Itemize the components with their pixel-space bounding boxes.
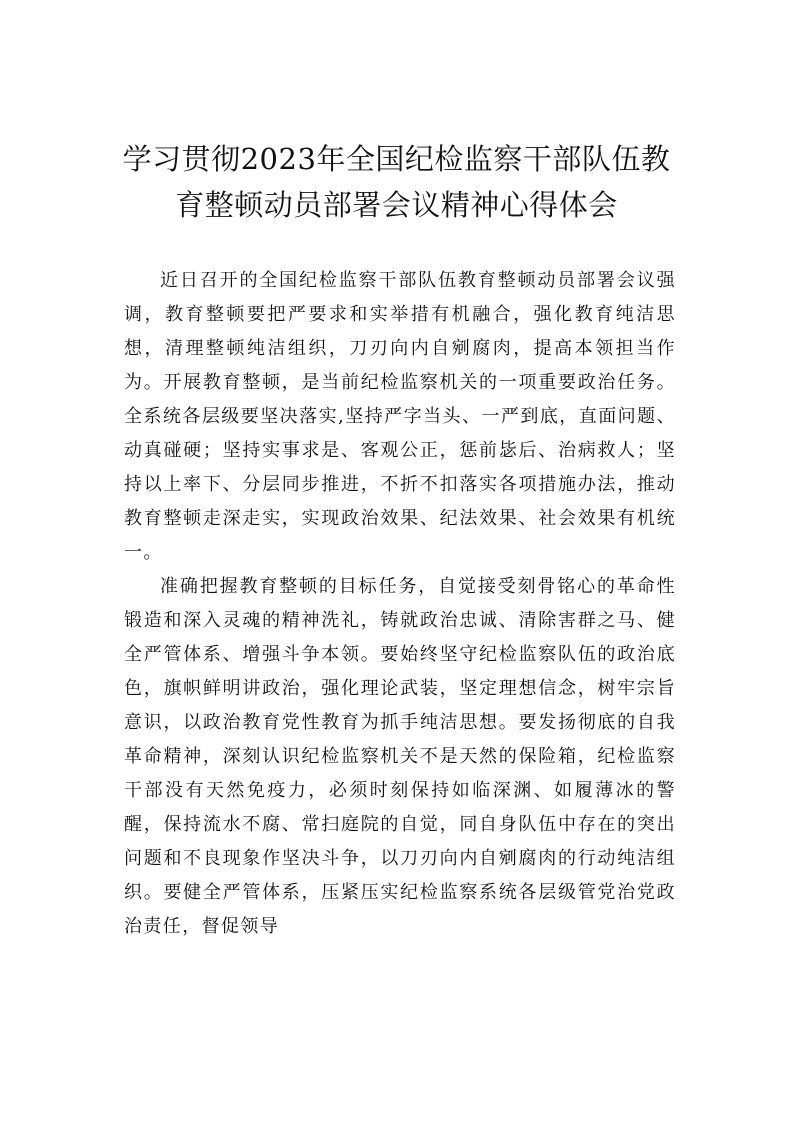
title-line-1: 学习贯彻2023年全国纪检监察干部队伍教: [122, 142, 671, 176]
paragraph-1: 近日召开的全国纪检监察干部队伍教育整顿动员部署会议强调，教育整顿要把严要求和实举措有机融合，强化教育纯洁思想，清理整顿纯洁组织，刀刃向内自剜腐肉，提高本领担当作为。开展教育整顿，是当前纪检监察机关的一项重要政治任务。全系统各层级要坚决落实,坚持严字当头、一严到底，直面问题、动真碰硬；坚持实事求是、客观公正，惩前毖后、治病救人；坚持以上率下、分层同步推进，不折不扣落实各项措施办法，推动教育整顿走深走实，实现政治效果、纪法效果、社会效果有机统一。: [124, 270, 676, 563]
document-title: [100, 136, 693, 228]
document-body: [124, 264, 676, 944]
title-line-2: 育整顿动员部署会议精神心得体会: [175, 188, 618, 222]
paragraph-2: 准确把握教育整顿的目标任务，自觉接受刻骨铭心的革命性锻造和深入灵魂的精神洗礼，铸就政治忠诚、清除害群之马、健全严管体系、增强斗争本领。要始终坚守纪检监察队伍的政治底色，旗帜鲜明讲政治，强化理论武装，坚定理想信念，树牢宗旨意识，以政治教育党性教育为抓手纯洁思想。要发扬彻底的自我革命精神，深刻认识纪检监察机关不是天然的保险箱，纪检监察干部没有天然免疫力，必须时刻保持如临深渊、如履薄冰的警醒，保持流水不腐、常扫庭院的自觉，同自身队伍中存在的突出问题和不良现象作坚决斗争，以刀刃向内自剜腐肉的行动纯洁组织。要健全严管体系，压紧压实纪检监察系统各层级管党治党政治责任，督促领导: [124, 576, 676, 937]
